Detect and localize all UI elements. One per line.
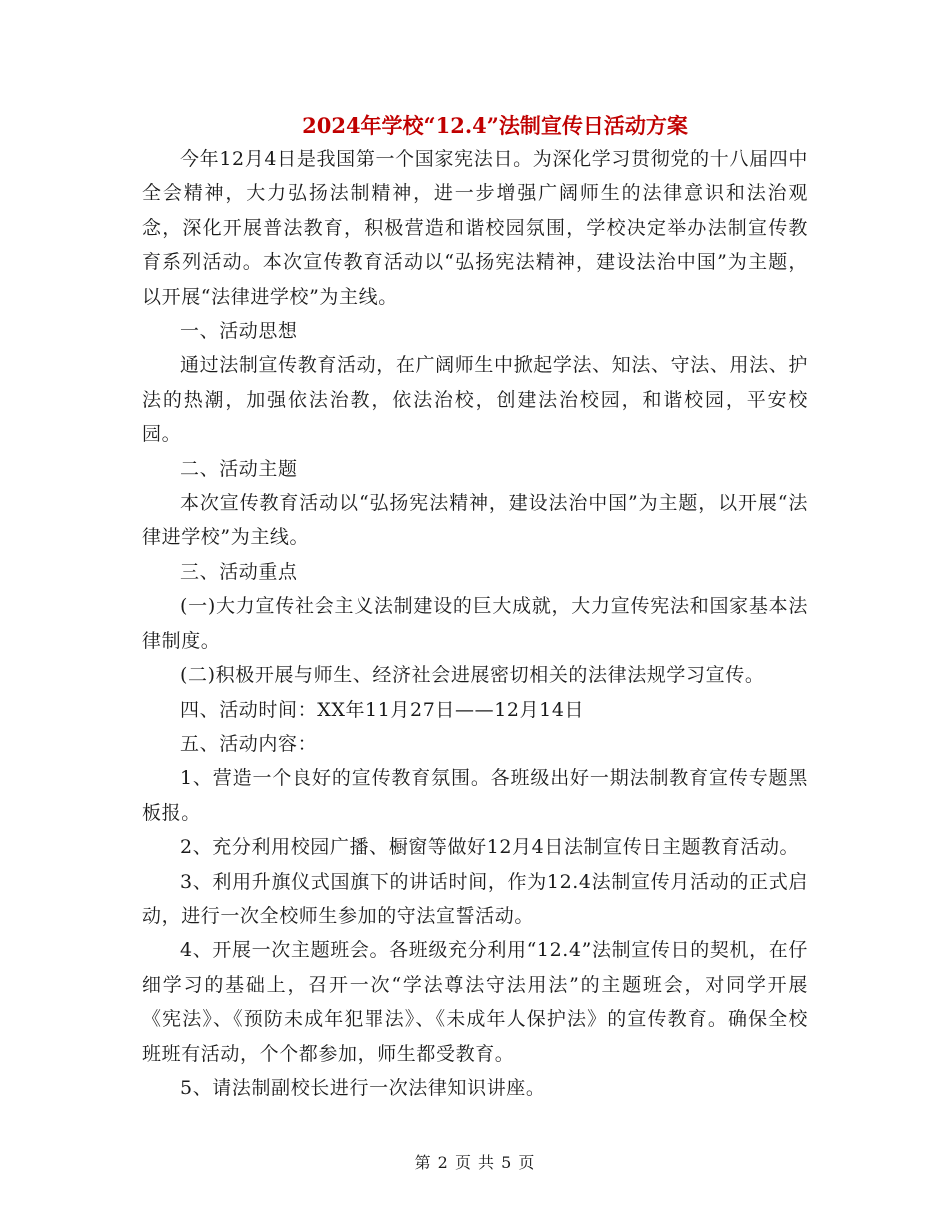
- paragraph-content-1: 1、营造一个良好的宣传教育氛围。各班级出好一期法制教育宣传专题黑板报。: [142, 767, 808, 824]
- page-footer: 第 2 页 共 5 页: [414, 1153, 536, 1172]
- paragraph-intro: 今年12月4日是我国第一个国家宪法日。为深化学习贯彻党的十八届四中全会精神，大力弘扬法制精神，进一步增强广阔师生的法律意识和法治观念，深化开展普法教育，积极营造和谐校园氛围，学校决定举办法制宣传教育系列活动。本次宣传教育活动以“弘扬宪法精神，建设法治中国”为主题，以开展“法律进学校”为主线。: [142, 148, 808, 308]
- paragraph-content-2: 2、充分利用校园广播、橱窗等做好12月4日法制宣传日主题教育活动。: [180, 836, 800, 859]
- heading-activity-theme: 二、活动主题: [180, 457, 298, 480]
- paragraph-focus-1: (一)大力宣传社会主义法制建设的巨大成就，大力宣传宪法和国家基本法律制度。: [142, 595, 808, 652]
- document-title: 2024年学校“12.4”法制宣传日活动方案: [302, 113, 688, 138]
- paragraph-content-5: 5、请法制副校长进行一次法律知识讲座。: [180, 1076, 546, 1099]
- paragraph-activity-idea: 通过法制宣传教育活动，在广阔师生中掀起学法、知法、守法、用法、护法的热潮，加强依法治教，依法治校，创建法治校园，和谐校园，平安校园。: [142, 354, 808, 446]
- paragraph-content-3: 3、利用升旗仪式国旗下的讲话时间，作为12.4法制宣传月活动的正式启动，进行一次全校师生参加的守法宣誓活动。: [142, 870, 808, 927]
- heading-activity-idea: 一、活动思想: [180, 320, 298, 343]
- paragraph-focus-2: (二)积极开展与师生、经济社会进展密切相关的法律法规学习宣传。: [180, 664, 765, 687]
- heading-activity-content: 五、活动内容：: [180, 732, 318, 755]
- document-body: [142, 142, 808, 1105]
- heading-activity-time: 四、活动时间：XX年11月27日——12月14日: [180, 698, 585, 721]
- paragraph-activity-theme: 本次宣传教育活动以“弘扬宪法精神，建设法治中国”为主题，以开展“法律进学校”为主线。: [142, 492, 808, 549]
- heading-activity-focus: 三、活动重点: [180, 560, 298, 583]
- paragraph-content-4: 4、开展一次主题班会。各班级充分利用“12.4”法制宣传日的契机，在仔细学习的基础上，召开一次“学法尊法守法用法”的主题班会，对同学开展《宪法》、《预防未成年犯罪法》、《未成年人保护法》的宣传教育。确保全校班班有活动，个个都参加，师生都受教育。: [142, 939, 808, 1065]
